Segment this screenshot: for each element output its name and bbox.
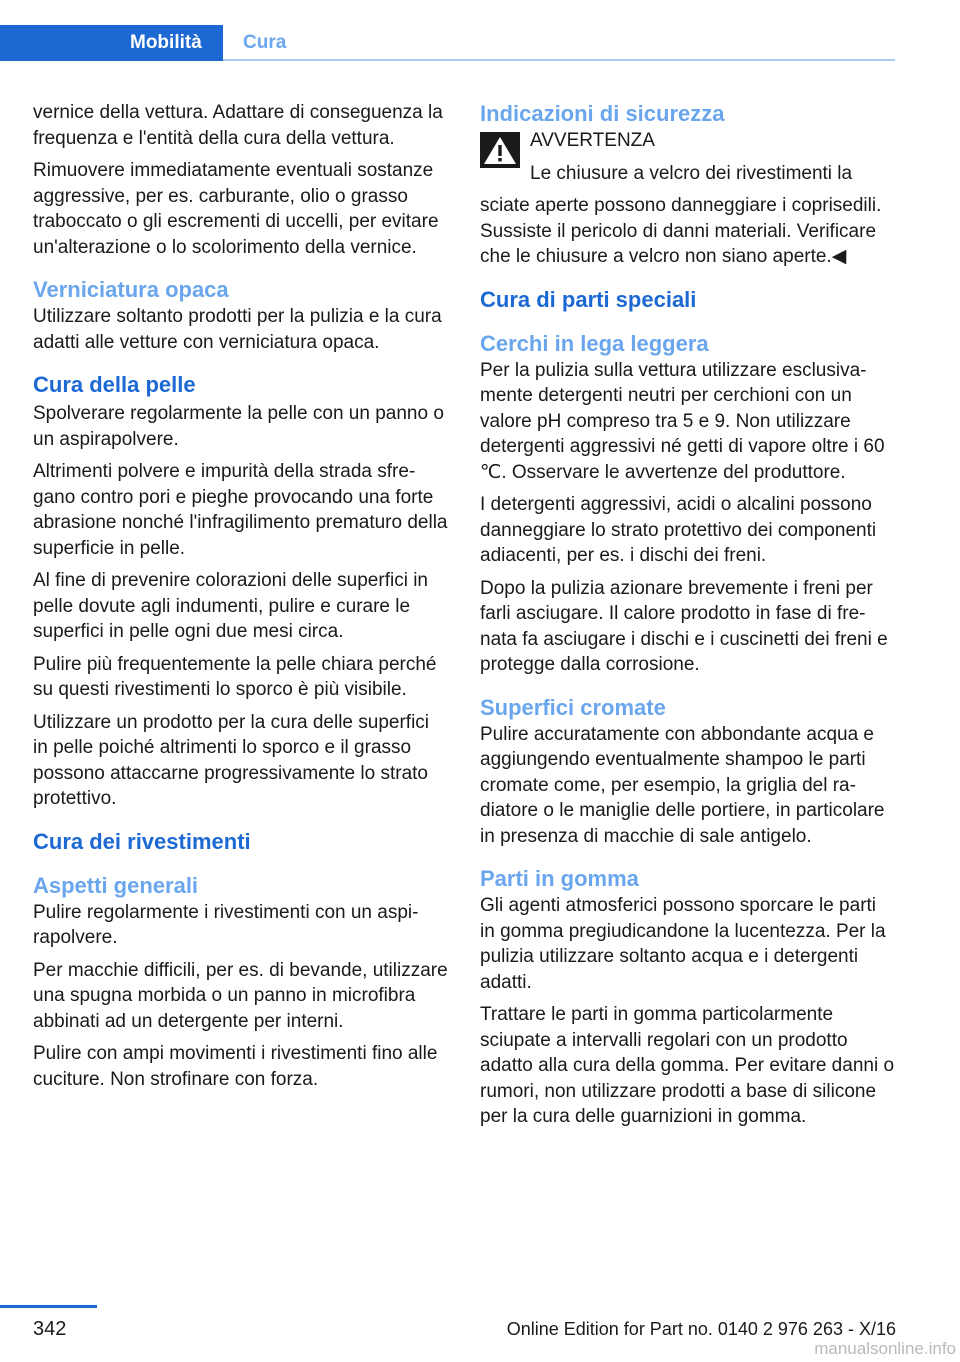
- paragraph: Pulire più frequentemente la pelle chiara perché su questi rivestimenti lo sporco è più visibile.: [33, 653, 437, 700]
- section-heading-superfici-cromate: Superfici cromate: [480, 694, 666, 720]
- section-heading-indicazioni-sicurezza: Indicazioni di sicurezza: [480, 101, 725, 126]
- tab-cura[interactable]: Cura: [243, 32, 287, 53]
- section-heading-cerchi-lega: Cerchi in lega leggera: [480, 330, 709, 356]
- paragraph: Per macchie difficili, per es. di bevande, utilizzare una spugna morbida o un panno in microfibra abbinati ad un detergente per interni.: [33, 959, 448, 1032]
- paragraph: I detergenti aggressivi, acidi o alcalini possono danneggiare lo strato protettivo dei componenti adiacenti, per es. i dischi dei freni.: [480, 494, 877, 566]
- paragraph: Pulire accuratamente con abbondante acqua e aggiungendo eventualmente shampoo le parti cromate come, per esempio, la griglia del radiatore o le maniglie delle portiere, in particolare in presenza di macchie di sale antigelo.: [480, 723, 885, 847]
- warning-text-continued: sciate aperte possono danneggiare i coprisedili. Sussiste il pericolo di danni materiali. Verificare che le chiusure a velcro non siano aperte.◀: [480, 195, 882, 267]
- paragraph: Altrimenti polvere e impurità della strada sfregano contro pori e pieghe provocando una forte abrasione nonché l'infragilimento prematuro della superficie in pelle.: [33, 461, 448, 559]
- section-heading-cura-rivestimenti: Cura dei rivestimenti: [33, 828, 251, 854]
- warning-block: [480, 128, 895, 186]
- paragraph: Al fine di prevenire colorazioni delle superfici in pelle dovute agli indumenti, pulire e curare le superfici in pelle ogni due mesi circa.: [33, 570, 428, 642]
- warning-title: AVVERTENZA: [530, 130, 655, 151]
- paragraph: Per la pulizia sulla vettura utilizzare esclusivamente detergenti neutri per cerchioni con un valore pH compreso tra 5 e 9. Non utilizzare detergenti aggressivi né getti di vapore oltre i 60 ℃. Osservare le avvertenze del produttore.: [480, 359, 885, 483]
- paragraph: Rimuovere immediatamente eventuali sostanze aggressive, per es. carburante, olio o grasso traboccato o gli escrementi di uccelli, per evitare un'alterazione o lo scolorimento della vernice.: [33, 160, 439, 258]
- section-heading-parti-gomma: Parti in gomma: [480, 866, 639, 891]
- paragraph: Pulire con ampi movimenti i rivestimenti fino alle cuciture. Non strofinare con forza.: [33, 1043, 438, 1090]
- warning-text: Le chiusure a velcro dei rivestimenti la: [530, 162, 853, 184]
- paragraph: Trattare le parti in gomma particolarmente sciupate a intervalli regolari con un prodotto adatto alla cura della gomma. Per evitare danni o rumori, non utilizzare prodotti a base di silicone per la cura delle guarnizioni in gomma.: [480, 1004, 895, 1127]
- paragraph: vernice della vettura. Adattare di conseguenza la frequenza e l'entità della cura della vettura.: [33, 102, 443, 149]
- section-heading-parti-speciali: Cura di parti speciali: [480, 286, 697, 312]
- paragraph: Pulire regolarmente i rivestimenti con un aspirapolvere.: [33, 901, 419, 948]
- section-heading-verniciatura-opaca: Verniciatura opaca: [33, 277, 229, 302]
- warning-triangle-icon: [480, 132, 520, 168]
- section-heading-aspetti-generali: Aspetti generali: [33, 872, 199, 898]
- header-rule: [223, 59, 895, 61]
- footer-rule: [0, 1305, 97, 1308]
- page-number: 342: [33, 1318, 67, 1340]
- watermark: manualsonline.info: [814, 1339, 956, 1358]
- left-column: [33, 100, 448, 1099]
- paragraph: Gli agenti atmosferici possono sporcare le parti in gomma pregiudicandone la lucentezza. Per la pulizia utilizzare soltanto acqua e i detergenti adatti.: [480, 895, 886, 993]
- paragraph: Dopo la pulizia azionare brevemente i freni per farli asciugare. Il calore prodotto in fase di frenata fa asciugare i dischi e i cuscinetti dei freni e protegge dalla corrosione.: [480, 577, 888, 675]
- header-tabs: [0, 25, 286, 61]
- paragraph: Utilizzare soltanto prodotti per la pulizia e la cura adatti alle vetture con verniciatura opaca.: [33, 306, 442, 353]
- section-heading-cura-pelle: Cura della pelle: [33, 372, 196, 397]
- paragraph: Utilizzare un prodotto per la cura delle superfici in pelle poiché altrimenti lo sporco e il grasso possono attaccarne progressivamente lo strato protettivo.: [33, 711, 430, 809]
- paragraph: Spolverare regolarmente la pelle con un panno o un aspirapolvere.: [33, 403, 444, 450]
- edition-note: Online Edition for Part no. 0140 2 976 263 - X/16: [506, 1319, 896, 1339]
- right-column: [480, 100, 895, 1137]
- tab-mobilita[interactable]: Mobilità: [0, 25, 223, 61]
